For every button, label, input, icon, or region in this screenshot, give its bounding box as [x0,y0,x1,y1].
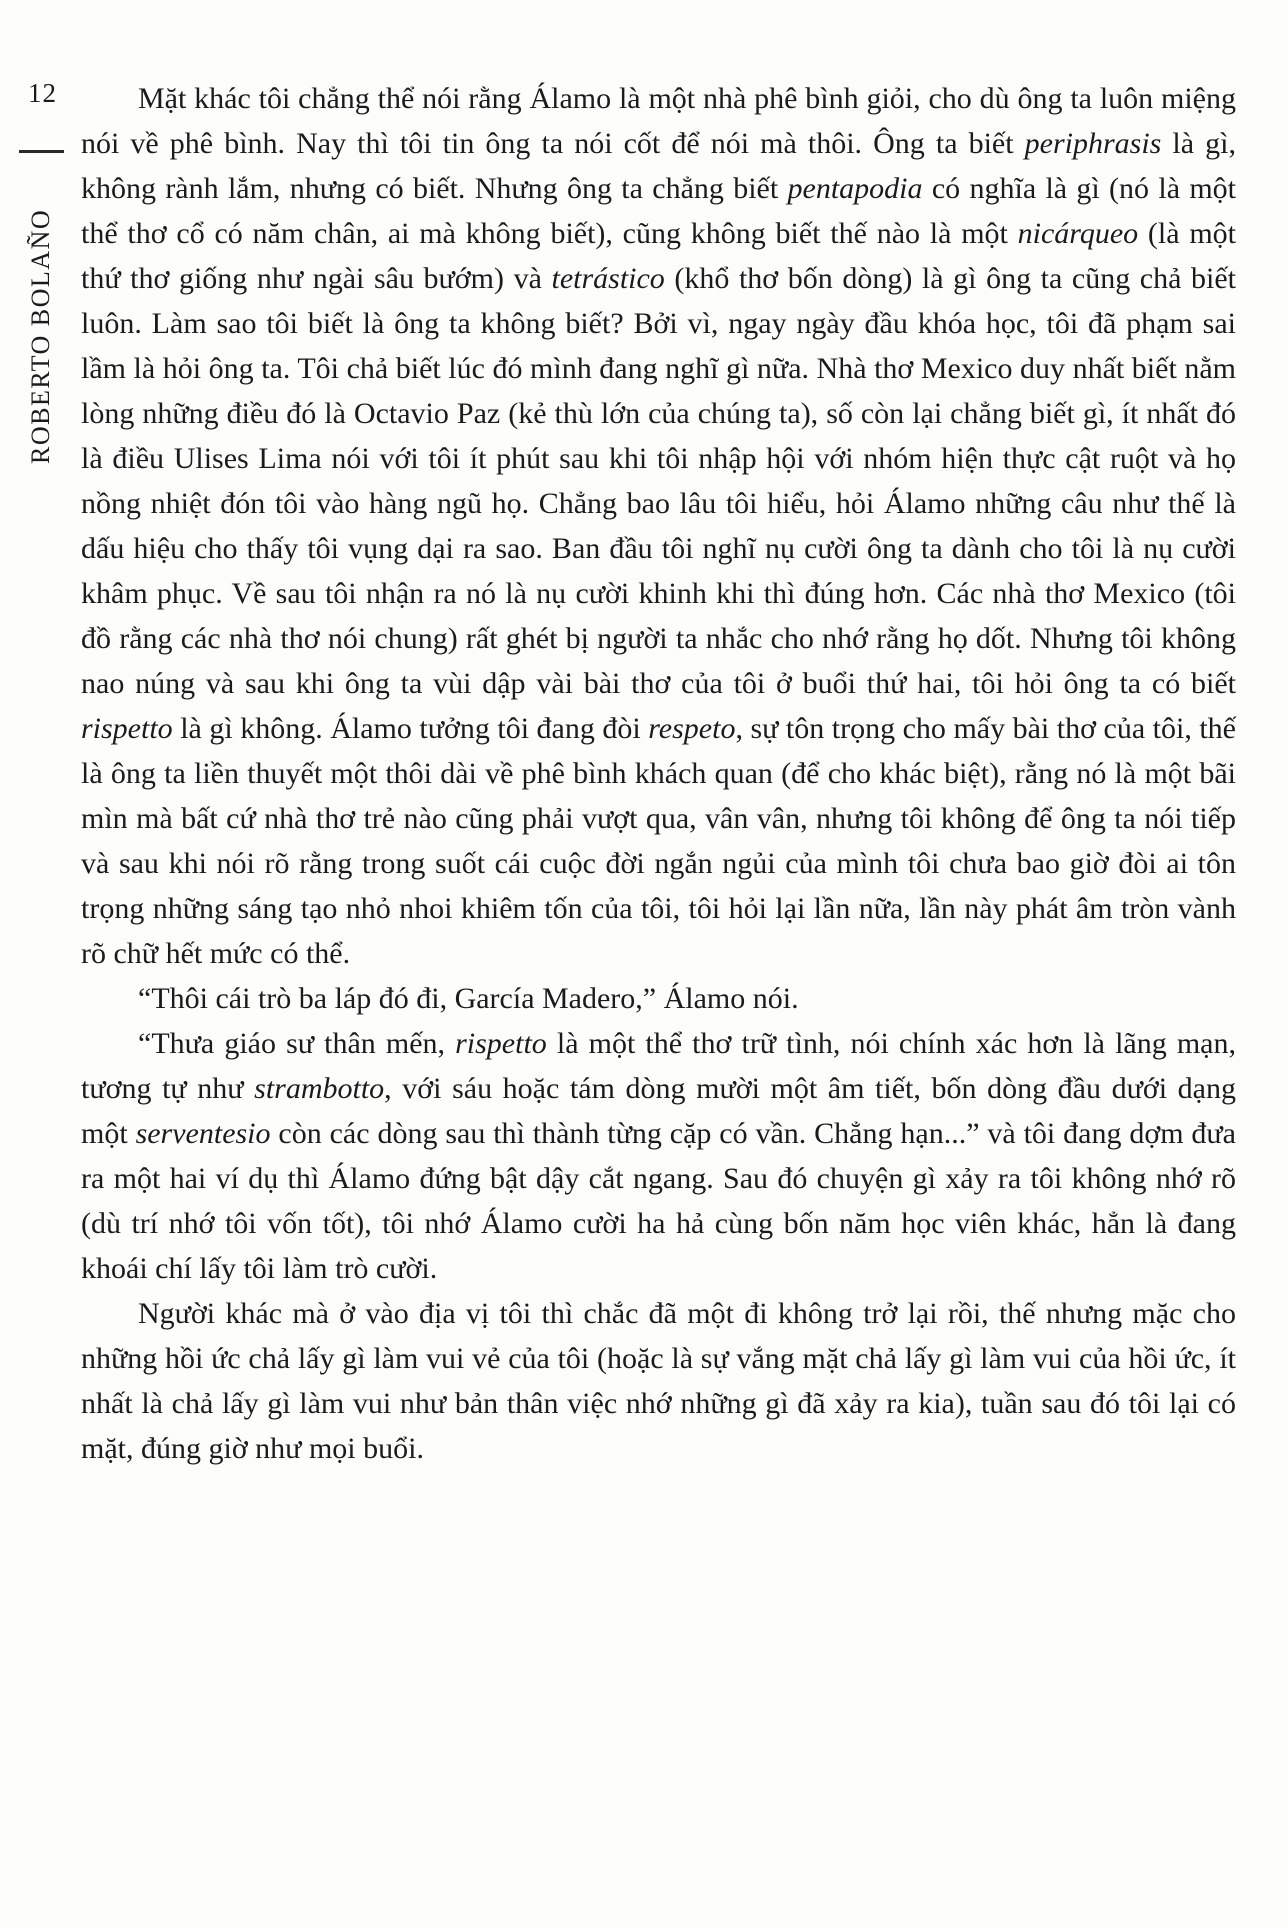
paragraph [81,76,1236,976]
italic-term: periphrasis [1024,127,1162,160]
page-text [81,76,1236,1471]
text-run: Người khác mà ở vào địa vị tôi thì chắc đã một đi không trở lại rồi, thế nhưng mặc cho những hồi ức chả lấy gì làm vui vẻ của tôi (hoặc là sự vắng mặt chả lấy gì làm vui của hồi ức, ít nhất là chả lấy gì làm vui như bản thân việc nhớ những gì đã xảy ra kia), tuần sau đó tôi lại có mặt, đúng giờ như mọi buổi. [81,1297,1236,1465]
italic-term: pentapodia [787,172,923,205]
italic-term: rispetto [81,712,173,745]
text-run: (khổ thơ bốn dòng) là gì ông ta cũng chả biết luôn. Làm sao tôi biết là ông ta không biết? Bởi vì, ngay ngày đầu khóa học, tôi đã phạm sai lầm là hỏi ông ta. Tôi chả biết lúc đó mình đang nghĩ gì nữa. Nhà thơ Mexico duy nhất biết nằm lòng những điều đó là Octavio Paz (kẻ thù lớn của chúng ta), số còn lại chẳng biết gì, ít nhất đó là điều Ulises Lima nói với tôi ít phút sau khi tôi nhập hội với nhóm hiện thực cật ruột và họ nồng nhiệt đón tôi vào hàng ngũ họ. Chẳng bao lâu tôi hiểu, hỏi Álamo những câu như thế là dấu hiệu cho thấy tôi vụng dại ra sao. Ban đầu tôi nghĩ nụ cười ông ta dành cho tôi là nụ cười khâm phục. Về sau tôi nhận ra nó là nụ cười khinh khi thì đúng hơn. Các nhà thơ Mexico (tôi đồ rằng các nhà thơ nói chung) rất ghét bị người ta nhắc cho nhớ rằng họ dốt. Nhưng tôi không nao núng và sau khi ông ta vùi dập vài bài thơ của tôi ở buổi thứ hai, tôi hỏi ông ta có biết [81,262,1237,700]
text-run: là một thể thơ trữ tình, nói chính xác hơn là lãng mạn, tương tự như [81,1027,1236,1105]
italic-term: rispetto [455,1027,547,1060]
italic-term: respeto [648,712,736,745]
text-run: còn các dòng sau thì thành từng cặp có vần. Chẳng hạn...” và tôi đang dợm đưa ra một hai ví dụ thì Álamo đứng bật dậy cắt ngang. Sau đó chuyện gì xảy ra tôi không nhớ rõ (dù trí nhớ tôi vốn tốt), tôi nhớ Álamo cười ha hả cùng bốn năm học viên khác, hẳn là đang khoái chí lấy tôi làm trò cười. [81,1117,1236,1285]
text-run: có nghĩa là gì (nó là một thể thơ cổ có năm chân, ai mà không biết), cũng không biết thế nào là một [81,172,1237,250]
italic-term: strambotto [254,1072,385,1105]
text-run: “Thưa giáo sư thân mến, [138,1027,456,1060]
paragraph [81,1021,1236,1291]
paragraph [81,976,1236,1021]
text-run: , với sáu hoặc tám dòng mười một âm tiết, bốn dòng đầu dưới dạng một [81,1072,1236,1150]
text-run: là gì không. Álamo tưởng tôi đang đòi [172,712,649,745]
italic-term: tetrástico [551,262,665,295]
text-run: (là một thứ thơ giống như ngài sâu bướm) và [81,217,1237,295]
margin-rule [19,150,64,153]
page-number: 12 [28,78,57,108]
text-run: , sự tôn trọng cho mấy bài thơ của tôi, thế là ông ta liền thuyết một thôi dài về phê bình khách quan (để cho khác biệt), rằng nó là một bãi mìn mà bất cứ nhà thơ trẻ nào cũng phải vượt qua, vân vân, nhưng tôi không để ông ta nói tiếp và sau khi nói rõ rằng trong suốt cái cuộc đời ngắn ngủi của mình tôi chưa bao giờ đòi ai tôn trọng những sáng tạo nhỏ nhoi khiêm tốn của tôi, tôi hỏi lại lần nữa, lần này phát âm tròn vành rõ chữ hết mức có thể. [81,712,1236,970]
text-run: là gì, không rành lắm, nhưng có biết. Nhưng ông ta chẳng biết [81,127,1236,205]
author-sidebar: ROBERTO BOLAÑO [26,208,55,464]
italic-term: serventesio [135,1117,271,1150]
text-run: “Thôi cái trò ba láp đó đi, García Madero,” Álamo nói. [138,982,799,1015]
paragraph [81,1291,1236,1471]
italic-term: nicárqueo [1017,217,1139,250]
text-run: Mặt khác tôi chẳng thể nói rằng Álamo là một nhà phê bình giỏi, cho dù ông ta luôn miệng nói về phê bình. Nay thì tôi tin ông ta nói cốt để nói mà thôi. Ông ta biết [81,82,1236,160]
